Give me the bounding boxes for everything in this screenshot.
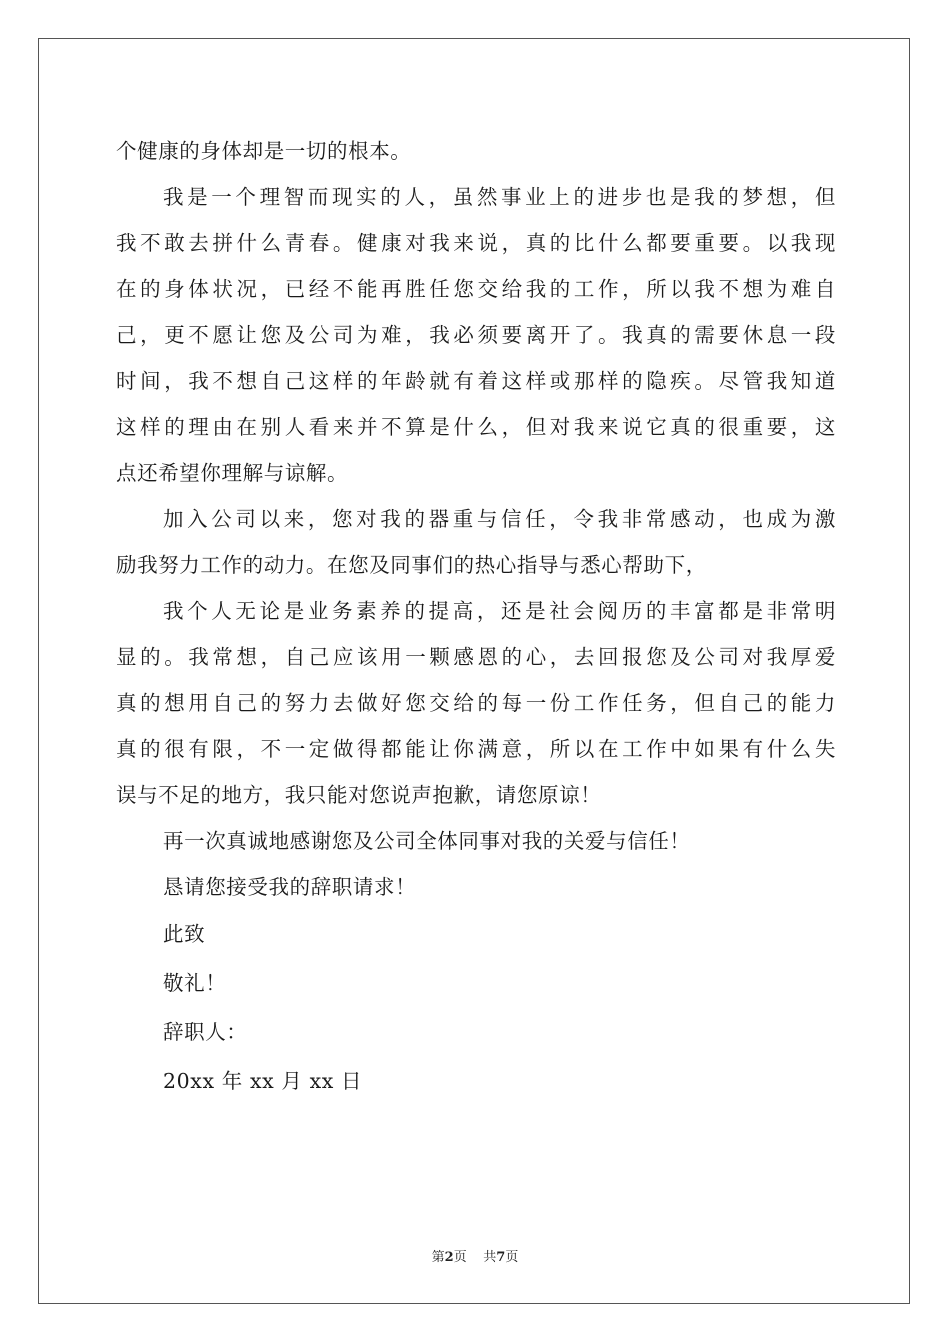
resigner-label: 辞职人： [163, 1020, 248, 1044]
paragraph [116, 174, 836, 496]
paragraph-line: 我个人无论是业务素养的提高，还是社会阅历的丰富都是非常明 [163, 599, 836, 623]
paragraph-line: 我不敢去拼什么青春。健康对我来说，真的比什么都要重要。以我现 [116, 231, 836, 255]
page-current: 2 [444, 1250, 454, 1265]
letter-closing [116, 910, 836, 1106]
page-footer [0, 1246, 950, 1265]
letter-paragraphs [116, 128, 836, 910]
paragraph [116, 128, 836, 174]
page-suffix: 页 [453, 1250, 467, 1265]
closing-salutation: 此致 [163, 922, 206, 946]
paragraph-line: 这样的理由在别人看来并不算是什么，但对我来说它真的很重要，这 [116, 415, 836, 439]
paragraph-line: 励我努力工作的动力。在您及同事们的热心指导与悉心帮助下， [116, 553, 707, 577]
paragraph [116, 496, 836, 588]
total-prefix: 共 [483, 1250, 497, 1265]
letter-date: 20xx 年 xx 月 xx 日 [163, 1069, 363, 1093]
paragraph-line: 再一次真诚地感谢您及公司全体同事对我的关爱与信任！ [163, 829, 691, 853]
paragraph-line: 真的想用自己的努力去做好您交给的每一份工作任务，但自己的能力 [116, 691, 836, 715]
paragraph-line: 加入公司以来，您对我的器重与信任，令我非常感动，也成为激 [163, 507, 836, 531]
page-total: 7 [496, 1250, 506, 1265]
paragraph [116, 818, 836, 864]
paragraph-line: 真的很有限，不一定做得都能让你满意，所以在工作中如果有什么失 [116, 737, 836, 761]
paragraph-line: 己，更不愿让您及公司为难，我必须要离开了。我真的需要休息一段 [116, 323, 836, 347]
paragraph-line: 个健康的身体却是一切的根本。 [116, 139, 412, 163]
paragraph-line: 误与不足的地方，我只能对您说声抱歉，请您原谅！ [116, 783, 602, 807]
paragraph-line: 时间，我不想自己这样的年龄就有着这样或那样的隐疾。尽管我知道 [116, 369, 836, 393]
paragraph [116, 588, 836, 818]
paragraph-line: 我是一个理智而现实的人，虽然事业上的进步也是我的梦想，但 [163, 185, 836, 209]
paragraph-line: 恳请您接受我的辞职请求！ [163, 875, 417, 899]
paragraph [116, 864, 836, 910]
paragraph-line: 在的身体状况，已经不能再胜任您交给我的工作，所以我不想为难自 [116, 277, 836, 301]
letter-body [116, 128, 836, 1106]
page-prefix: 第 [431, 1250, 445, 1265]
paragraph-line: 点还希望你理解与谅解。 [116, 461, 349, 485]
total-suffix: 页 [505, 1250, 519, 1265]
closing-regards: 敬礼！ [163, 971, 227, 995]
paragraph-line: 显的。我常想，自己应该用一颗感恩的心，去回报您及公司对我厚爱 [116, 645, 836, 669]
